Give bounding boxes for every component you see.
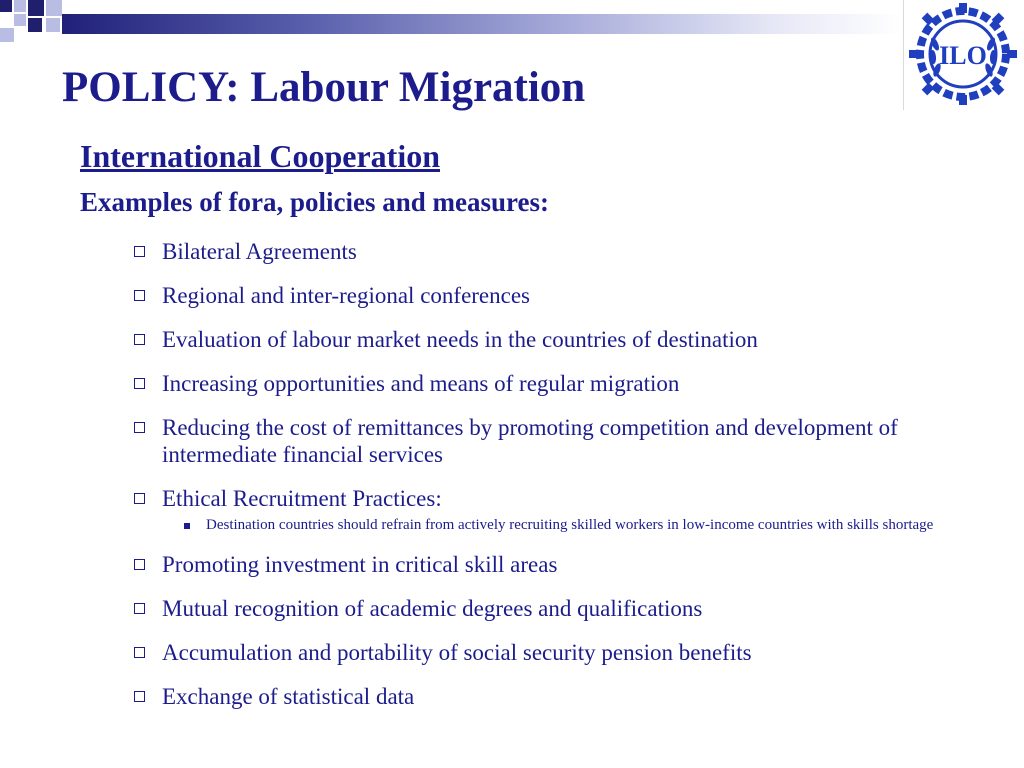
header-gradient-bar: [62, 14, 902, 34]
decor-square: [46, 0, 62, 16]
list-item-text: Accumulation and portability of social security pension benefits: [162, 640, 752, 665]
square-bullet-icon: [134, 334, 145, 345]
filled-square-bullet-icon: [184, 523, 190, 529]
list-item: [130, 683, 1000, 710]
decor-square: [14, 0, 26, 12]
square-bullet-icon: [134, 378, 145, 389]
decor-square: [14, 14, 26, 26]
list-item-text: Ethical Recruitment Practices:: [162, 486, 442, 511]
square-bullet-icon: [134, 493, 145, 504]
list-item-text: Bilateral Agreements: [162, 239, 357, 264]
square-bullet-icon: [134, 603, 145, 614]
list-item: [130, 238, 1000, 265]
intro-text: Examples of fora, policies and measures:: [80, 187, 549, 217]
decor-square: [0, 28, 14, 42]
list-item-text: Exchange of statistical data: [162, 684, 415, 709]
section-subtitle: International Cooperation: [80, 138, 440, 174]
square-bullet-icon: [134, 422, 145, 433]
list-item: [130, 485, 1000, 534]
list-item: [130, 370, 1000, 397]
square-bullet-icon: [134, 691, 145, 702]
measures-list: [130, 238, 1000, 727]
ilo-emblem-icon: [908, 2, 1018, 106]
list-item-text: Mutual recognition of academic degrees and qualifications: [162, 596, 703, 621]
list-item-text: Increasing opportunities and means of regular migration: [162, 371, 680, 396]
list-item: [130, 639, 1000, 666]
ilo-logo: [903, 0, 1024, 110]
list-item-text: Regional and inter-regional conferences: [162, 283, 531, 308]
square-bullet-icon: [134, 290, 145, 301]
decor-square: [28, 0, 44, 16]
sub-list-item-text: Destination countries should refrain from actively recruiting skilled workers in low-income countries with skills shortage: [206, 517, 934, 533]
square-bullet-icon: [134, 559, 145, 570]
list-item-text: Promoting investment in critical skill areas: [162, 552, 558, 577]
ilo-logo-text: ILO: [939, 41, 987, 70]
page-title: POLICY: Labour Migration: [62, 64, 586, 111]
sub-list-item: [176, 516, 1000, 534]
decor-square: [0, 0, 12, 12]
square-bullet-icon: [134, 246, 145, 257]
list-item: [130, 551, 1000, 578]
decor-square: [46, 18, 60, 32]
sub-list: [176, 516, 1000, 534]
list-item-text: Reducing the cost of remittances by promoting competition and development of intermediate financial services: [162, 415, 898, 467]
list-item-text: Evaluation of labour market needs in the countries of destination: [162, 327, 758, 352]
decor-square: [28, 18, 42, 32]
list-item: [130, 414, 1000, 468]
list-item: [130, 282, 1000, 309]
list-item: [130, 595, 1000, 622]
square-bullet-icon: [134, 647, 145, 658]
list-item: [130, 326, 1000, 353]
